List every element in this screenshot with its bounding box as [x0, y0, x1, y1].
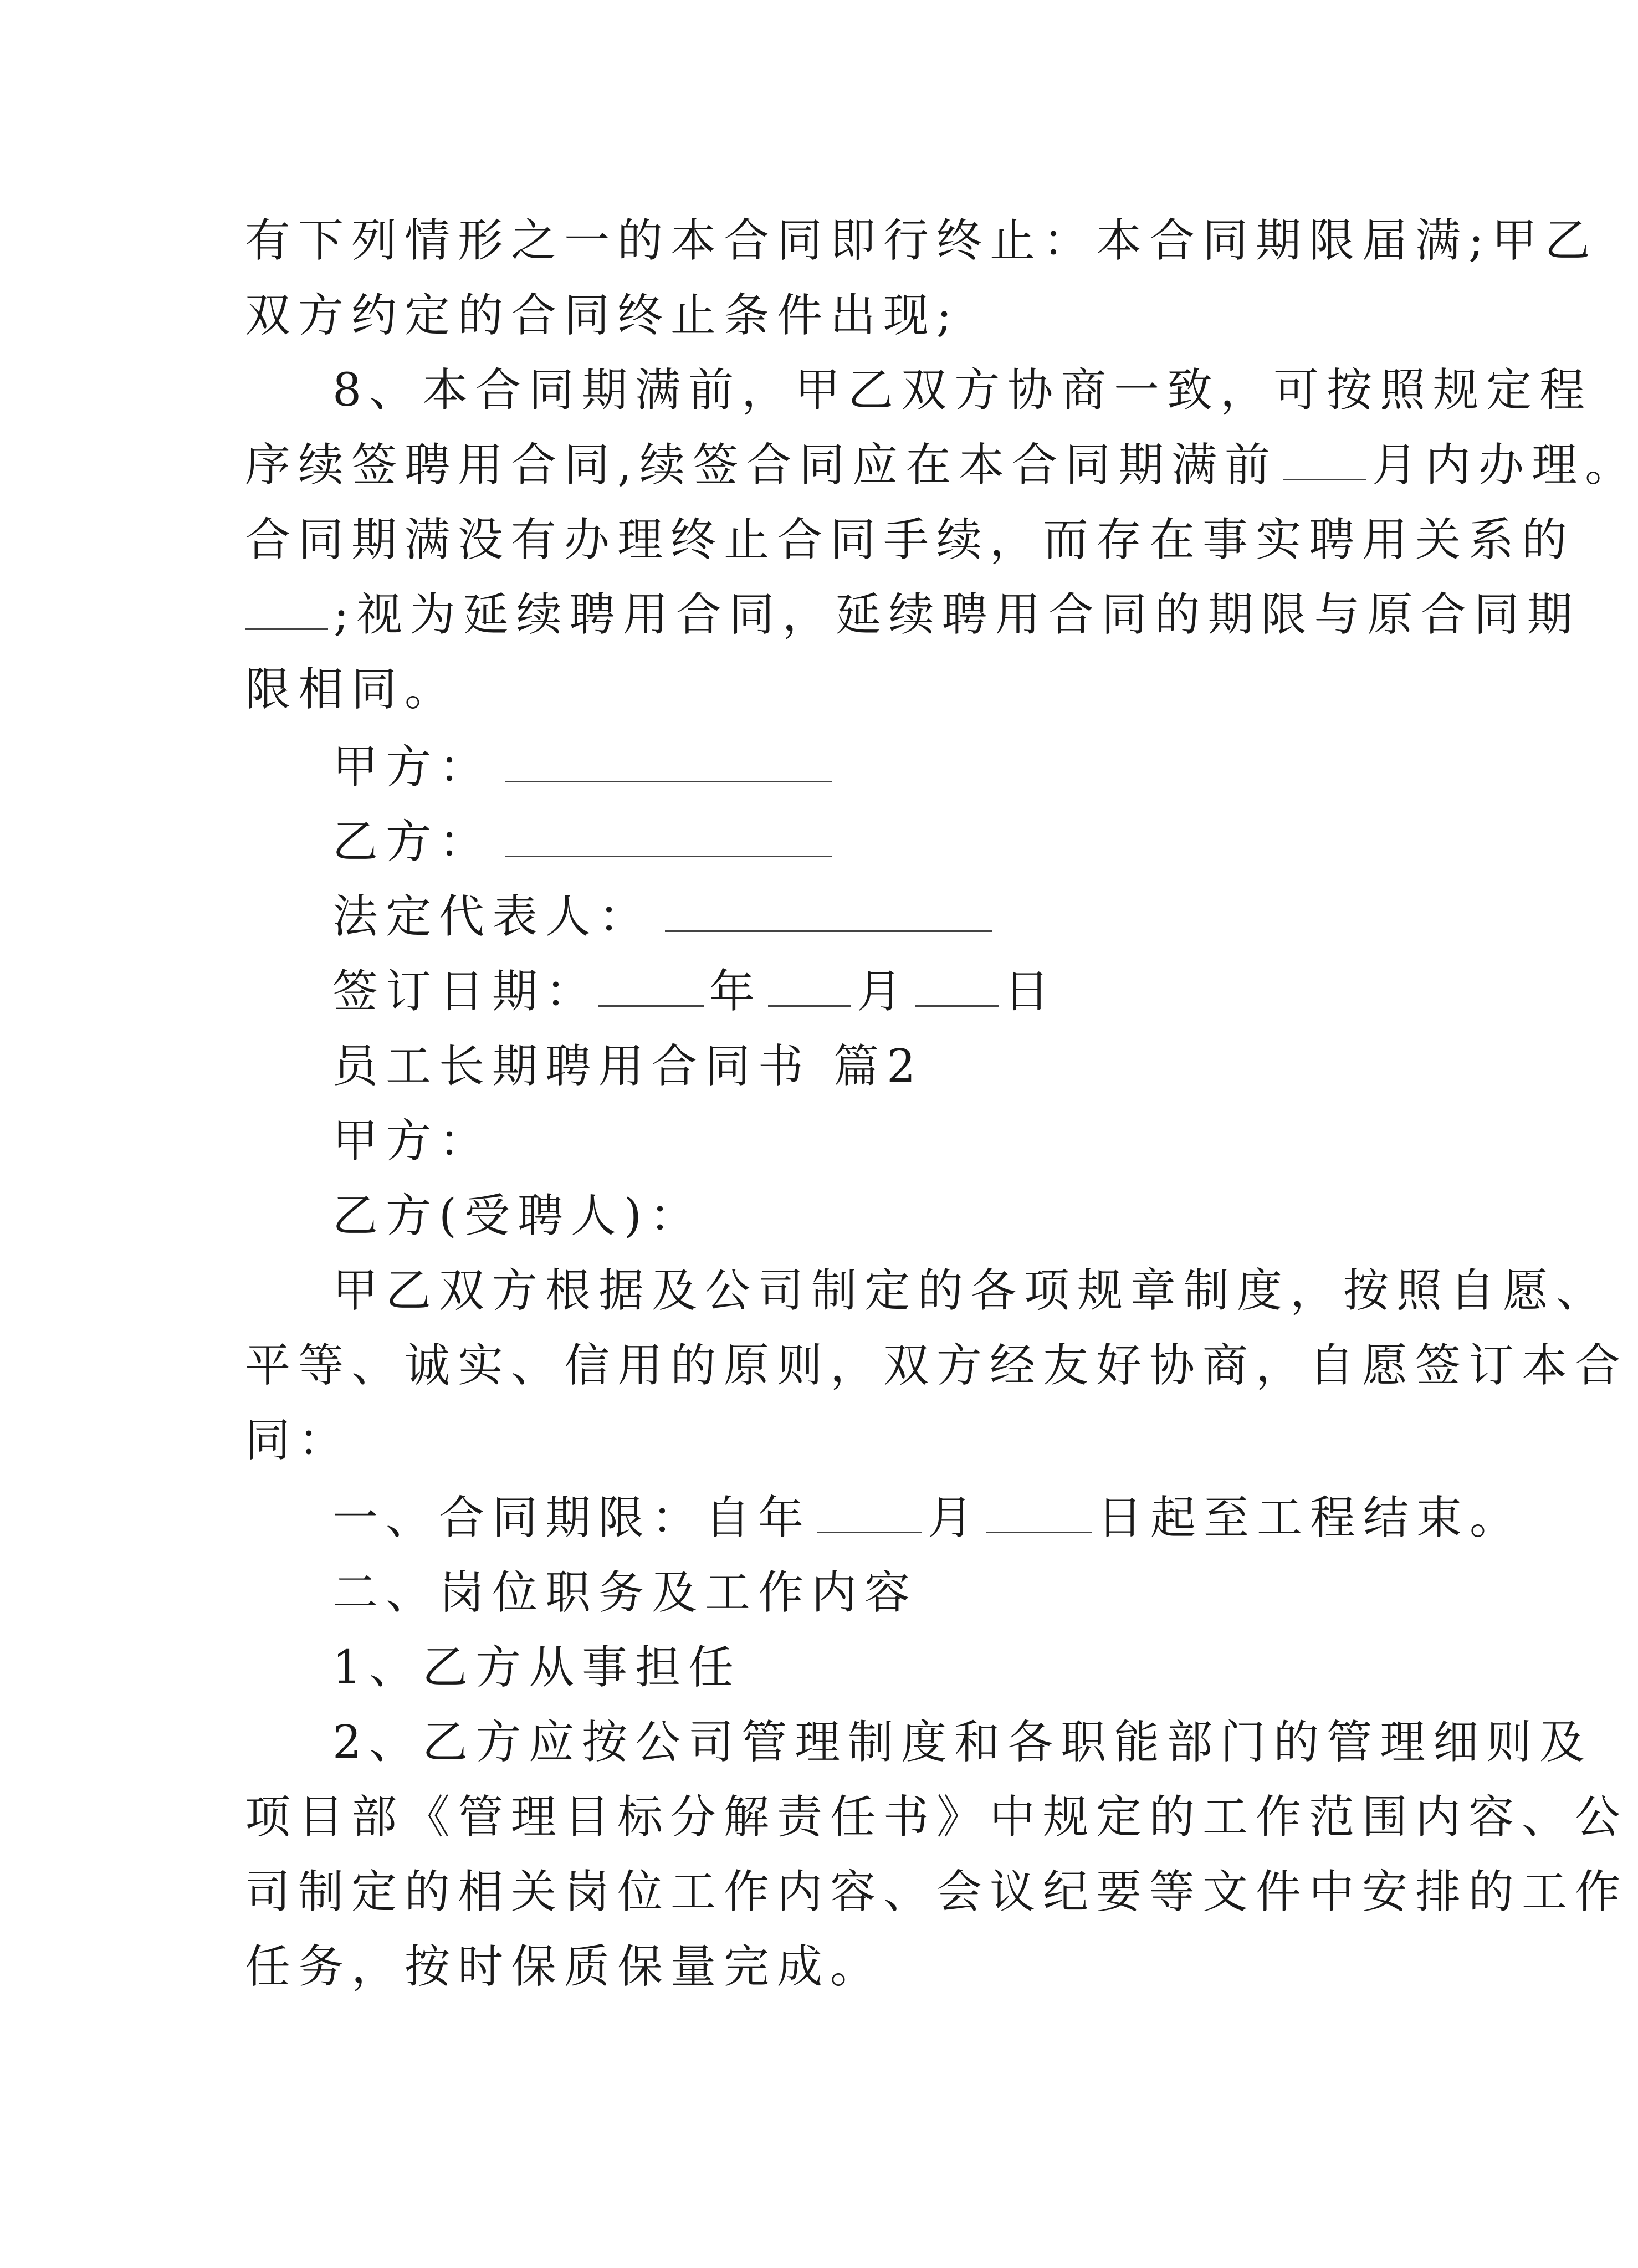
- text-segment: 日起至工程结束。: [1097, 1492, 1523, 1544]
- date-blank: [598, 966, 704, 1007]
- fill-blank: [817, 1493, 922, 1533]
- paragraph-line: 乙方(受聘人)：: [332, 1190, 703, 1242]
- paragraph-line: 2、乙方应按公司管理制度和各职能部门的管理细则及: [332, 1716, 1593, 1769]
- paragraph-line: 甲乙双方根据及公司制定的各项规章制度，按照自愿、: [332, 1264, 1610, 1317]
- signature-blank: [505, 742, 832, 782]
- section-title: 员工长期聘用合同书 篇2: [332, 1040, 924, 1093]
- label: 甲方：: [332, 741, 493, 793]
- signature-date: [332, 964, 1057, 1020]
- paragraph-line: [332, 1491, 1523, 1546]
- paragraph-line: 甲方：: [332, 1115, 493, 1168]
- paragraph-line: 有下列情形之一的本合同即行终止：本合同期限届满;甲乙: [245, 214, 1598, 267]
- paragraph-line: [245, 587, 1580, 643]
- signature-party-b: [332, 815, 832, 870]
- paragraph-line: 双方约定的合同终止条件出现;: [245, 289, 960, 342]
- signature-blank: [665, 892, 992, 932]
- paragraph-line: 1、乙方从事担任: [332, 1641, 742, 1694]
- paragraph-line: 司制定的相关岗位工作内容、会议纪要等文件中安排的工作: [245, 1866, 1629, 1918]
- paragraph-line: 同：: [245, 1414, 352, 1467]
- fill-blank: [986, 1493, 1092, 1533]
- text-segment: 月: [928, 1492, 981, 1544]
- text-segment: 月内办理。: [1372, 439, 1638, 492]
- paragraph-line: 8、本合同期满前，甲乙双方协商一致，可按照规定程: [332, 364, 1593, 417]
- fill-blank: [245, 590, 328, 630]
- signature-party-a: [332, 740, 832, 795]
- text-segment: 月: [857, 965, 910, 1018]
- text-segment: 序续签聘用合同,续签合同应在本合同期满前: [245, 439, 1278, 492]
- label: 签订日期：: [332, 965, 599, 1018]
- text-segment: 一、合同期限：自年: [332, 1492, 812, 1544]
- signature-legal-rep: [332, 889, 992, 945]
- paragraph-line: 任务，按时保质保量完成。: [245, 1941, 884, 1993]
- text-segment: 年: [709, 965, 763, 1018]
- fill-blank: [1283, 440, 1366, 480]
- text-segment: ;视为延续聘用合同，延续聘用合同的期限与原合同期: [334, 588, 1580, 641]
- paragraph-line: 合同期满没有办理终止合同手续，而存在事实聘用关系的: [245, 514, 1575, 566]
- date-blank: [768, 966, 851, 1007]
- paragraph-line: 项目部《管理目标分解责任书》中规定的工作范围内容、公: [245, 1791, 1629, 1844]
- label: 乙方：: [332, 816, 493, 868]
- paragraph-line: 二、岗位职务及工作内容: [332, 1566, 918, 1619]
- label: 法定代表人：: [332, 890, 652, 943]
- paragraph-line: [245, 438, 1638, 493]
- signature-blank: [505, 817, 832, 857]
- paragraph-line: 平等、诚实、信用的原则，双方经友好协商，自愿签订本合: [245, 1339, 1629, 1392]
- paragraph-line: 限相同。: [245, 663, 458, 716]
- date-blank: [915, 966, 999, 1007]
- text-segment: 日: [1004, 965, 1058, 1018]
